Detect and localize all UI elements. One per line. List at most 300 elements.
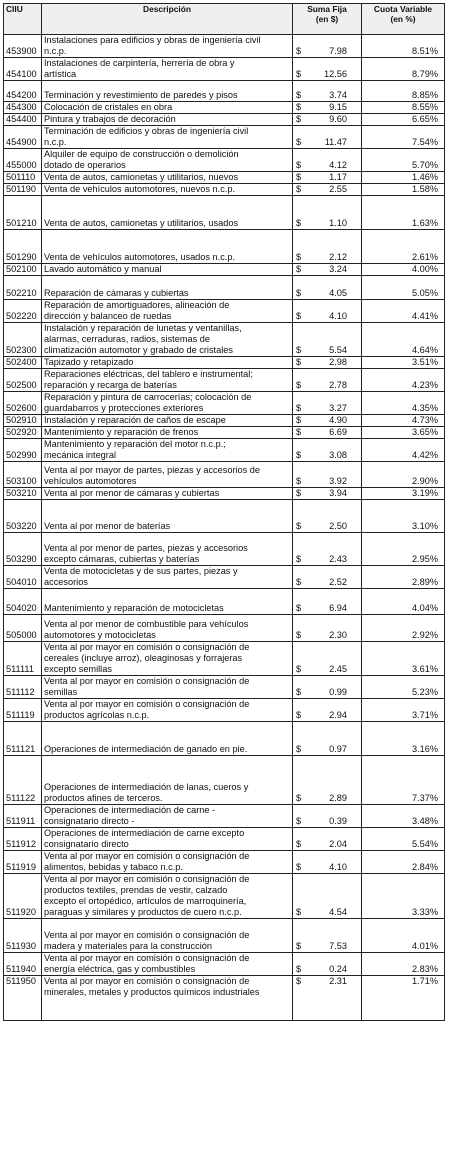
currency-symbol: $ [293,149,305,172]
ciiu-code: 501210 [4,196,42,230]
description-cell [42,102,293,114]
currency-symbol: $ [293,699,305,722]
suma-fija-value: 0.97 [305,722,362,756]
currency-symbol: $ [293,976,305,1021]
suma-fija-value: 3.74 [305,81,362,102]
currency-symbol: $ [293,874,305,919]
header-ciiu-label: CIIU [6,4,23,14]
suma-fija-value: 11.47 [305,126,362,149]
cuota-variable-value: 2.89% [362,566,445,589]
currency-symbol: $ [293,35,305,58]
cuota-variable-value: 8.51% [362,35,445,58]
description-cell [42,874,293,919]
description-line: Venta al por menor de combustible para vehículos [44,619,249,629]
description-line: n.c.p. [44,46,67,56]
cuota-variable-value: 3.19% [362,488,445,500]
description-line: Venta de autos, camionetas y utilitarios, nuevos [44,172,239,182]
ciiu-code: 454200 [4,81,42,102]
ciiu-code: 511920 [4,874,42,919]
currency-symbol: $ [293,427,305,439]
ciiu-code: 505000 [4,615,42,642]
description-cell [42,851,293,874]
currency-symbol: $ [293,264,305,276]
table-row [4,919,445,953]
ciiu-code: 511940 [4,953,42,976]
suma-fija-value: 2.45 [305,642,362,676]
table-row [4,369,445,392]
cuota-variable-value: 1.71% [362,976,445,1021]
ciiu-code: 503290 [4,533,42,566]
description-cell [42,699,293,722]
description-line: Mantenimiento y reparación del motor n.c.p.; [44,439,226,449]
table-row [4,172,445,184]
description-cell [42,488,293,500]
description-cell [42,976,293,1021]
table-row [4,102,445,114]
description-cell [42,805,293,828]
suma-fija-value: 7.98 [305,35,362,58]
suma-fija-value: 2.30 [305,615,362,642]
header-cuota-variable-unit: (en %) [390,14,416,24]
description-cell [42,722,293,756]
cuota-variable-value: 4.73% [362,415,445,427]
currency-symbol: $ [293,114,305,126]
currency-symbol: $ [293,230,305,264]
ciiu-code: 502910 [4,415,42,427]
suma-fija-value: 3.92 [305,462,362,488]
description-line: semillas [44,687,78,697]
ciiu-code: 502210 [4,276,42,300]
table-row [4,439,445,462]
description-cell [42,828,293,851]
suma-fija-value: 9.60 [305,114,362,126]
suma-fija-value: 3.94 [305,488,362,500]
table-row [4,500,445,533]
table-row [4,392,445,415]
table-header [4,4,445,35]
description-line: Pintura y trabajos de decoración [44,114,176,124]
cuota-variable-value: 1.58% [362,184,445,196]
description-line: Venta al por mayor en comisión o consignación de [44,953,250,963]
cuota-variable-value: 8.79% [362,58,445,81]
description-cell [42,756,293,805]
suma-fija-value: 2.31 [305,976,362,1021]
table-row [4,874,445,919]
description-line: Venta de vehículos automotores, nuevos n.c.p. [44,184,236,194]
description-line: Alquiler de equipo de construcción o demolición [44,149,239,159]
table-row [4,756,445,805]
description-cell [42,533,293,566]
currency-symbol: $ [293,58,305,81]
cuota-variable-value: 7.54% [362,126,445,149]
description-line: Reparación de amortiguadores, alineación de [44,300,230,310]
suma-fija-value: 4.54 [305,874,362,919]
suma-fija-value: 1.17 [305,172,362,184]
suma-fija-value: 7.53 [305,919,362,953]
description-line: excepto el ortopédico, artículos de marroquinería, [44,896,247,906]
currency-symbol: $ [293,369,305,392]
description-line: Venta al por mayor en comisión o consignación de [44,976,250,986]
table-row [4,676,445,699]
header-descripcion-label: Descripción [143,4,191,14]
suma-fija-value: 2.55 [305,184,362,196]
ciiu-code: 502220 [4,300,42,323]
ciiu-code: 501110 [4,172,42,184]
suma-fija-value: 2.98 [305,357,362,369]
suma-fija-value: 2.12 [305,230,362,264]
ciiu-code: 511912 [4,828,42,851]
cuota-variable-value: 2.90% [362,462,445,488]
description-line: Venta al por mayor en comisión o consignación de [44,851,250,861]
table-row [4,264,445,276]
ciiu-code: 511911 [4,805,42,828]
currency-symbol: $ [293,276,305,300]
ciiu-code: 504020 [4,589,42,615]
cuota-variable-value: 4.64% [362,323,445,357]
cuota-variable-value: 6.65% [362,114,445,126]
suma-fija-value: 12.56 [305,58,362,81]
description-line: energía eléctrica, gas y combustibles [44,964,196,974]
description-line: Venta al por mayor en comisión o consignación de [44,676,250,686]
description-line: productos afines de terceros. [44,793,163,803]
cuota-variable-value: 3.61% [362,642,445,676]
ciiu-code: 511950 [4,976,42,1021]
description-cell [42,35,293,58]
ciiu-code: 454100 [4,58,42,81]
cuota-variable-value: 8.85% [362,81,445,102]
currency-symbol: $ [293,566,305,589]
suma-fija-value: 2.50 [305,500,362,533]
description-line: Operaciones de intermediación de ganado en pie. [44,744,248,754]
description-line: Mantenimiento y reparación de frenos [44,427,199,437]
suma-fija-value: 4.10 [305,300,362,323]
ciiu-code: 502400 [4,357,42,369]
table-row [4,828,445,851]
description-line: Operaciones de intermediación de carne - [44,805,216,815]
ciiu-code: 511919 [4,851,42,874]
description-cell [42,642,293,676]
ciiu-code: 455000 [4,149,42,172]
cuota-variable-value: 2.92% [362,615,445,642]
suma-fija-value: 6.69 [305,427,362,439]
cuota-variable-value: 4.42% [362,439,445,462]
suma-fija-value: 5.54 [305,323,362,357]
rates-table [3,3,445,1021]
ciiu-code: 502500 [4,369,42,392]
cuota-variable-value: 5.23% [362,676,445,699]
description-line: Venta al por mayor en comisión o consignación de [44,930,250,940]
currency-symbol: $ [293,500,305,533]
description-line: productos textiles, prendas de vestir, calzado [44,885,228,895]
currency-symbol: $ [293,172,305,184]
ciiu-code: 502990 [4,439,42,462]
currency-symbol: $ [293,589,305,615]
ciiu-code: 501290 [4,230,42,264]
description-cell [42,58,293,81]
description-line: excepto semillas [44,664,112,674]
description-line: alimentos, bebidas y tabaco n.c.p. [44,862,183,872]
description-line: Instalación y reparación de lunetas y ventanillas, [44,323,242,333]
description-cell [42,149,293,172]
currency-symbol: $ [293,756,305,805]
currency-symbol: $ [293,392,305,415]
description-line: madera y materiales para la construcción [44,941,213,951]
description-cell [42,392,293,415]
table-row [4,953,445,976]
currency-symbol: $ [293,851,305,874]
description-line: Instalaciones para edificios y obras de ingeniería civil [44,35,261,45]
cuota-variable-value: 8.55% [362,102,445,114]
ciiu-code: 511122 [4,756,42,805]
description-cell [42,369,293,392]
currency-symbol: $ [293,81,305,102]
description-line: cereales (incluye arroz), oleaginosas y forrajeras [44,653,243,663]
description-line: Venta al por mayor en comisión o consignación de [44,874,250,884]
table-row [4,533,445,566]
cuota-variable-value: 4.04% [362,589,445,615]
cuota-variable-value: 2.83% [362,953,445,976]
table-row [4,323,445,357]
cuota-variable-value: 3.48% [362,805,445,828]
cuota-variable-value: 3.33% [362,874,445,919]
rates-table-container [3,3,444,1021]
currency-symbol: $ [293,722,305,756]
table-row [4,300,445,323]
description-line: Colocación de cristales en obra [44,102,173,112]
description-cell [42,126,293,149]
table-row [4,589,445,615]
cuota-variable-value: 2.84% [362,851,445,874]
description-line: Terminación y revestimiento de paredes y pisos [44,90,238,100]
cuota-variable-value: 1.63% [362,196,445,230]
ciiu-code: 511111 [4,642,42,676]
ciiu-code: 454400 [4,114,42,126]
description-line: Venta al por mayor de partes, piezas y accesorios de [44,465,261,475]
description-cell [42,184,293,196]
table-row [4,357,445,369]
currency-symbol: $ [293,323,305,357]
description-cell [42,919,293,953]
ciiu-code: 453900 [4,35,42,58]
description-line: Venta al por mayor en comisión o consignación de [44,699,250,709]
suma-fija-value: 2.52 [305,566,362,589]
table-row [4,114,445,126]
table-row [4,230,445,264]
table-row [4,851,445,874]
currency-symbol: $ [293,439,305,462]
table-row [4,126,445,149]
description-cell [42,439,293,462]
table-row [4,615,445,642]
currency-symbol: $ [293,642,305,676]
description-line: Venta al por menor de partes, piezas y accesorios [44,543,248,553]
description-line: alarmas, cerraduras, radios, sistemas de [44,334,210,344]
table-row [4,699,445,722]
currency-symbol: $ [293,953,305,976]
cuota-variable-value: 3.65% [362,427,445,439]
cuota-variable-value: 3.51% [362,357,445,369]
suma-fija-value: 2.04 [305,828,362,851]
description-cell [42,114,293,126]
ciiu-code: 501190 [4,184,42,196]
currency-symbol: $ [293,805,305,828]
ciiu-code: 503210 [4,488,42,500]
cuota-variable-value: 4.35% [362,392,445,415]
description-line: Venta de autos, camionetas y utilitarios, usados [44,218,239,228]
description-line: Operaciones de intermediación de lanas, cueros y [44,782,249,792]
description-line: Venta al por menor de baterías [44,521,171,531]
description-line: n.c.p. [44,137,67,147]
description-cell [42,500,293,533]
description-line: dotado de operarios [44,160,126,170]
description-cell [42,172,293,184]
description-line: excepto cámaras, cubiertas y baterías [44,554,200,564]
suma-fija-value: 6.94 [305,589,362,615]
description-line: Venta al por menor de cámaras y cubiertas [44,488,220,498]
table-row [4,276,445,300]
suma-fija-value: 4.10 [305,851,362,874]
description-cell [42,415,293,427]
description-cell [42,81,293,102]
ciiu-code: 502600 [4,392,42,415]
currency-symbol: $ [293,919,305,953]
currency-symbol: $ [293,357,305,369]
suma-fija-value: 2.43 [305,533,362,566]
header-suma-fija-unit: (en $) [315,14,339,24]
suma-fija-value: 1.10 [305,196,362,230]
description-cell [42,264,293,276]
description-line: vehículos automotores [44,476,137,486]
table-row [4,149,445,172]
table-row [4,58,445,81]
description-cell [42,676,293,699]
cuota-variable-value: 2.95% [362,533,445,566]
currency-symbol: $ [293,126,305,149]
suma-fija-value: 3.24 [305,264,362,276]
table-row [4,566,445,589]
description-line: Mantenimiento y reparación de motocicletas [44,603,224,613]
suma-fija-value: 3.27 [305,392,362,415]
suma-fija-value: 9.15 [305,102,362,114]
description-line: productos agrícolas n.c.p. [44,710,150,720]
cuota-variable-value: 5.70% [362,149,445,172]
suma-fija-value: 2.78 [305,369,362,392]
description-line: guardabarros y protecciones exteriores [44,403,204,413]
suma-fija-value: 0.39 [305,805,362,828]
ciiu-code: 511112 [4,676,42,699]
description-line: climatización automotor y grabado de cristales [44,345,233,355]
ciiu-code: 502100 [4,264,42,276]
description-cell [42,276,293,300]
table-row [4,35,445,58]
description-line: automotores y motocicletas [44,630,156,640]
description-cell [42,323,293,357]
description-line: reparación y recarga de baterías [44,380,177,390]
currency-symbol: $ [293,415,305,427]
description-line: Instalaciones de carpintería, herrería de obra y [44,58,235,68]
description-cell [42,230,293,264]
suma-fija-value: 3.08 [305,439,362,462]
description-line: paraguas y similares y productos de cuero n.c.p. [44,907,242,917]
table-row [4,976,445,1021]
table-row [4,805,445,828]
currency-symbol: $ [293,462,305,488]
currency-symbol: $ [293,615,305,642]
ciiu-code: 511121 [4,722,42,756]
description-line: Operaciones de intermediación de carne excepto [44,828,245,838]
description-line: Lavado automático y manual [44,264,162,274]
ciiu-code: 502300 [4,323,42,357]
table-row [4,722,445,756]
table-row [4,642,445,676]
description-cell [42,615,293,642]
description-cell [42,462,293,488]
table-row [4,462,445,488]
description-cell [42,566,293,589]
ciiu-code: 454900 [4,126,42,149]
cuota-variable-value: 4.01% [362,919,445,953]
description-line: Venta de vehículos automotores, usados n.c.p. [44,252,236,262]
ciiu-code: 502920 [4,427,42,439]
description-line: dirección y balanceo de ruedas [44,311,172,321]
header-ciiu [4,4,42,35]
cuota-variable-value: 4.00% [362,264,445,276]
suma-fija-value: 4.90 [305,415,362,427]
description-line: Instalación y reparación de caños de escape [44,415,226,425]
header-cuota-variable-label: Cuota Variable [373,4,433,14]
description-cell [42,427,293,439]
description-line: consignatario directo - [44,816,135,826]
cuota-variable-value: 2.61% [362,230,445,264]
description-line: Venta al por mayor en comisión o consignación de [44,642,250,652]
description-cell [42,300,293,323]
suma-fija-value: 0.99 [305,676,362,699]
header-descripcion [42,4,293,35]
description-cell [42,196,293,230]
description-line: Reparación de cámaras y cubiertas [44,288,189,298]
cuota-variable-value: 1.46% [362,172,445,184]
description-cell [42,953,293,976]
description-line: Reparación y pintura de carrocerías; colocación de [44,392,252,402]
ciiu-code: 503220 [4,500,42,533]
table-row [4,415,445,427]
table-row [4,488,445,500]
ciiu-code: 454300 [4,102,42,114]
table-body [4,35,445,1021]
ciiu-code: 511930 [4,919,42,953]
cuota-variable-value: 7.37% [362,756,445,805]
description-line: Venta de motocicletas y de sus partes, piezas y [44,566,238,576]
suma-fija-value: 0.24 [305,953,362,976]
description-line: Reparaciones eléctricas, del tablero e instrumental; [44,369,253,379]
description-line: Terminación de edificios y obras de ingeniería civil [44,126,249,136]
currency-symbol: $ [293,300,305,323]
cuota-variable-value: 5.05% [362,276,445,300]
description-line: mecánica integral [44,450,117,460]
currency-symbol: $ [293,184,305,196]
description-cell [42,589,293,615]
header-suma-fija [293,4,362,35]
cuota-variable-value: 3.16% [362,722,445,756]
currency-symbol: $ [293,828,305,851]
description-line: Tapizado y retapizado [44,357,134,367]
suma-fija-value: 4.05 [305,276,362,300]
currency-symbol: $ [293,533,305,566]
description-line: accesorios [44,577,88,587]
header-cuota-variable [362,4,445,35]
currency-symbol: $ [293,488,305,500]
suma-fija-value: 4.12 [305,149,362,172]
